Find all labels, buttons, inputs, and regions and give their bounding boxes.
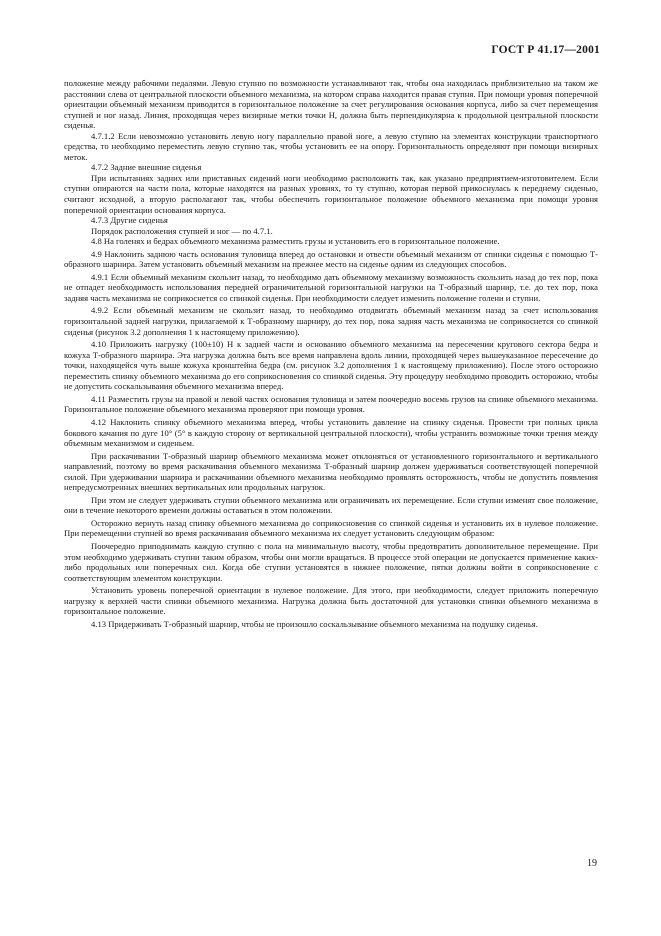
paragraph: 4.13 Придерживать Т-образный шарнир, чтобы не произошло соскальзывание объемного механизма на подушку сиденья. <box>91 618 538 629</box>
document-body <box>64 78 598 629</box>
paragraph: 4.9.1 Если объемный механизм скользит назад, то необходимо дать объемному механизму возможность скользить назад до тех пор, пока не отпадет необходимость использования передней ограничительной горизонтальной нагрузки на Т-образный шарнир, т.е. до тех пор, пока задняя часть механизма не соприкоснется со спинкой сиденья. При необходимости следует изменить положение голени и ступни. <box>64 271 598 303</box>
document-header: ГОСТ Р 41.17—2001 <box>491 44 600 56</box>
paragraph: При этом не следует удерживать ступни объемного механизма или ограничивать их перемещение. Если ступни изменят свое положение, они в течение некоторого времени должны оставаться в этом положении. <box>64 494 598 516</box>
paragraph: При раскачивании Т-образный шарнир объемного механизма может отклоняться от установленного горизонтального и вертикального направлений, поэтому во время раскачивания объемного механизма Т-образный шарнир должен удерживаться соответствующей поперечной силой. При удерживании шарнира и раскачивании объемного механизма необходимо проявлять осторожность, чтобы не допустить появления непредусмотренных внешних вертикальных или продольных нагрузок. <box>64 450 598 493</box>
paragraph: 4.10 Приложить нагрузку (100±10) Н к задней части и основанию объемного механизма на пересечении кругового сектора бедра и кожуха Т-образного шарнира. Эта нагрузка должна быть все время направлена вдоль линии, проходящей через вышеуказанное пересечение до точки, находящейся чуть выше кожуха кронштейна бедра (см. рисунок 3.2 дополнения 1 к настоящему приложению). После этого осторожно переместить спинку объемного механизма до его соприкосновения со спинкой сиденья. Эту процедуру необходимо проводить осторожно, чтобы не допустить соскальзывания объемного механизма вперед. <box>64 339 598 392</box>
paragraph: Установить уровень поперечной ориентации в нулевое положение. Для этого, при необходимости, следует приложить поперечную нагрузку к верхней части спинки объемного механизма. Нагрузка должна быть достаточной для установки спинки объемного механизма в горизонтальное положение. <box>64 585 598 617</box>
paragraph: Поочередно приподнимать каждую ступню с пола на минимальную высоту, чтобы предотвратить дополнительное перемещение. При этом необходимо удерживать ступни таким образом, чтобы они могли вращаться. В процессе этой операции не допускается применение каких-либо продольных или поперечных сил. Когда обе ступни установятся в нижнее положение, пятки должны войти в соприкосновение с соответствующим элементом конструкции. <box>64 540 598 583</box>
paragraph: 4.9 Наклонить заднюю часть основания туловища вперед до остановки и отвести объемный механизм от спинки сиденья с помощью Т-образного шарнира. Затем установить объемный механизм на прежнее место на сиденье одним из следующих способов. <box>64 248 598 270</box>
section-heading: 4.7.2 Задние внешние сиденья <box>91 162 202 173</box>
page-number: 19 <box>587 858 597 869</box>
paragraph: 4.9.2 Если объемный механизм не скользит назад, то необходимо отодвигать объемный механизм назад за счет использования горизонтальной задней нагрузки, прилагаемой к Т-образному шарниру, до тех пор, пока задняя часть механизма не соприкоснется со спинкой сиденья (рисунок 3.2 дополнения 1 к настоящему приложению). <box>64 305 598 337</box>
paragraph: 4.11 Разместить грузы на правой и левой частях основания туловища и затем поочередно восемь грузов на спинке объемного механизма. Горизонтальное положение объемного механизма проверяют при помощи уровня. <box>64 393 598 415</box>
paragraph: 4.7.1.2 Если невозможно установить левую ногу параллельно правой ноге, а левую ступню на элементах конструкции транспортного средства, то необходимо переместить левую ступню так, чтобы установить ее на опору. Горизонтальность определяют при помощи визирных меток. <box>64 130 598 162</box>
paragraph: При испытаниях задних или приставных сидений ноги необходимо расположить так, как указано предприятием-изготовителем. Если ступни опираются на части пола, которые находятся на разных уровнях, то ту ступню, которая первой прикоснулась к переднему сиденью, считают исходной, а вторую располагают так, чтобы обеспечить горизонтальное положение объемного механизма при помощи уровня поперечной ориентации основания корпуса. <box>64 172 598 215</box>
section-heading: 4.7.3 Другие сиденья <box>91 215 168 226</box>
paragraph: Осторожно вернуть назад спинку объемного механизма до соприкосновения со спинкой сиденья и установить их в нулевое положение. При перемещении ступней во время раскачивания объемного механизма их следует установить следующим образом: <box>64 517 598 539</box>
paragraph: 4.8 На голенях и бедрах объемного механизма разместить грузы и установить его в горизонтальное положение. <box>91 236 500 247</box>
paragraph: положение между рабочими педалями. Левую ступню по возможности устанавливают так, чтобы она находилась приблизительно на таком же расстоянии слева от центральной плоскости объемного механизма, на котором справа находится правая ступня. При помощи уровня поперечной ориентации объемный механизм приводится в горизонтальное положение за счет регулирования основания корпуса, либо за счет перемещения ступней и ног назад. Линия, проходящая через визирные метки точки H, должна быть перпендикулярна к продольной центральной плоскости сиденья. <box>64 78 598 131</box>
paragraph: 4.12 Наклонить спинку объемного механизма вперед, чтобы установить давление на спинку сиденья. Провести три полных цикла бокового качания по дуге 10° (5° в каждую сторону от вертикальной центральной плоскости), чтобы устранить возможные точки трения между объемным механизмом и сиденьем. <box>64 416 598 449</box>
paragraph: Порядок расположения ступней и ног — по 4.7.1. <box>91 225 273 236</box>
